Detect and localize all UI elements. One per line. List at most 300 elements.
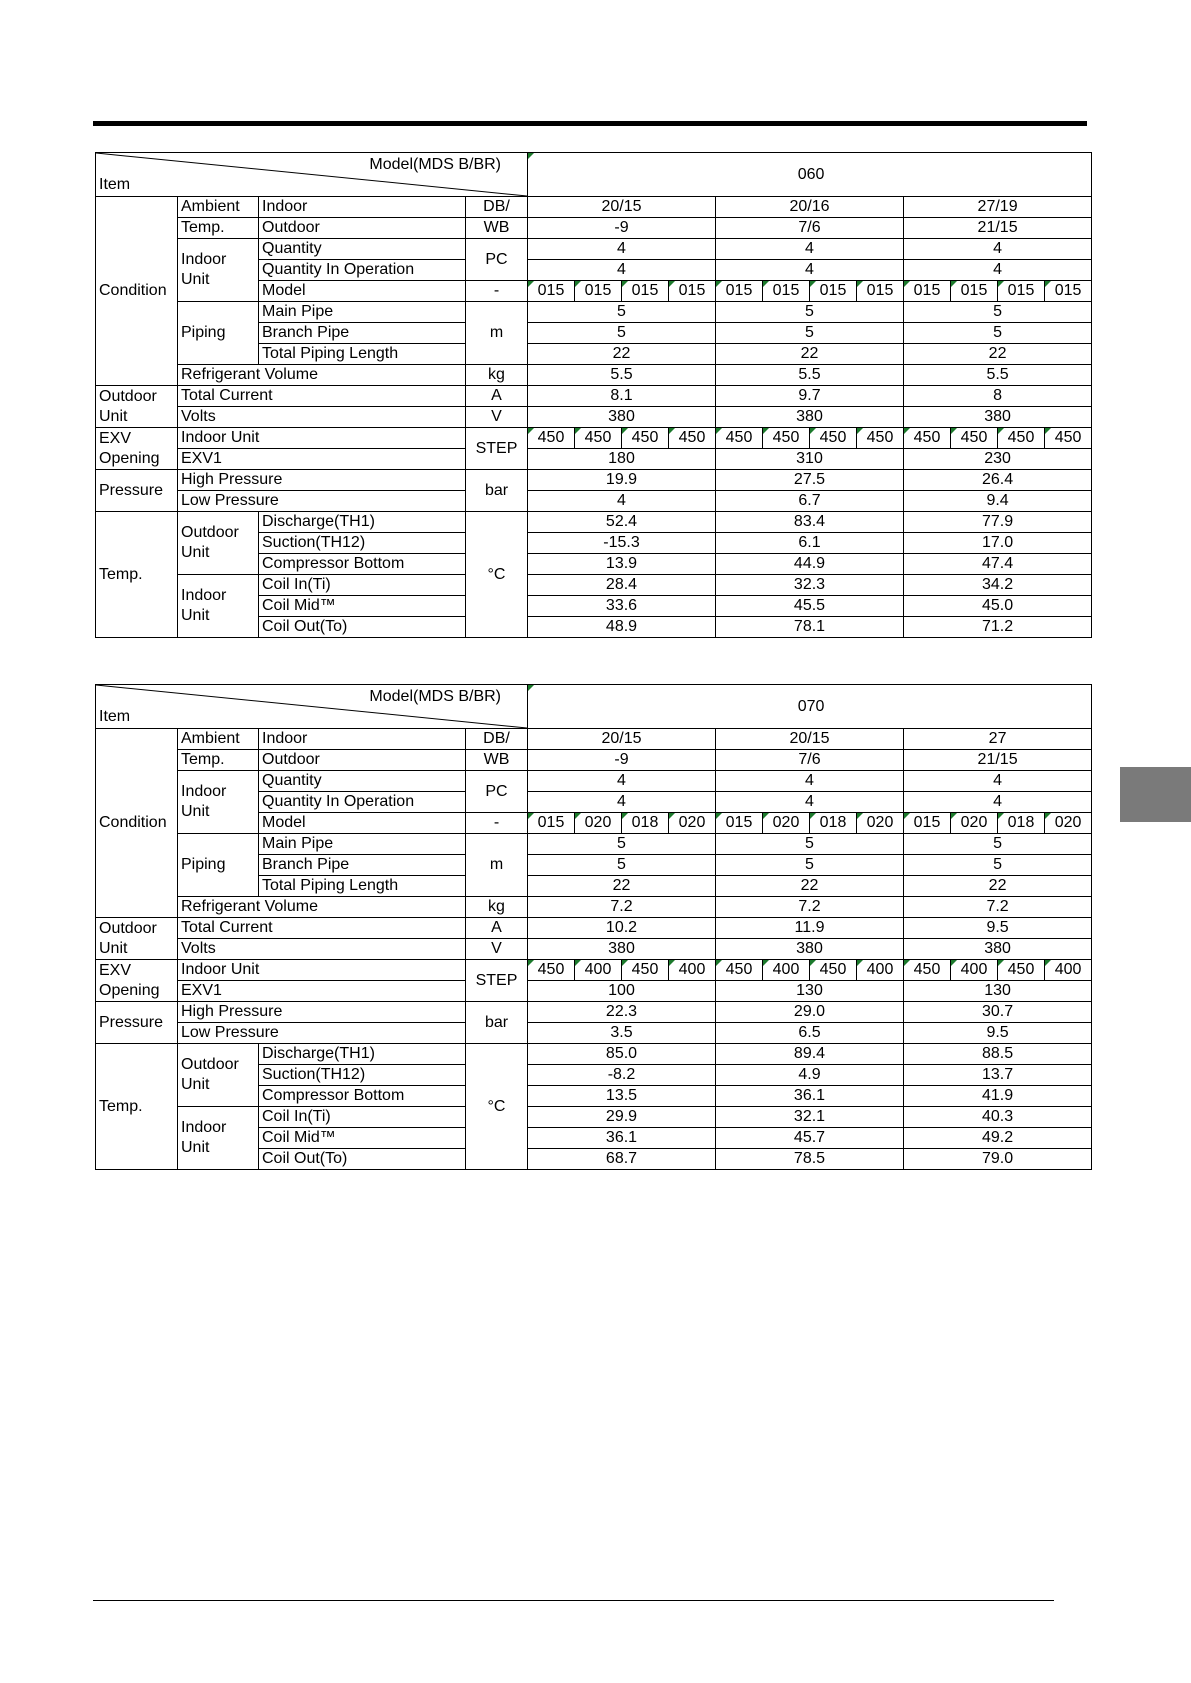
indoor-model-value: 015: [763, 281, 810, 302]
refrigerant-volume-label: Refrigerant Volume: [178, 897, 466, 918]
indoor-temp-value: 20/16: [716, 197, 904, 218]
table-row: [96, 1044, 1092, 1065]
indoor-model-value: 015: [528, 813, 575, 834]
label-line: Unit: [181, 803, 210, 820]
unit-v: V: [466, 939, 528, 960]
coil-in-value: 28.4: [528, 575, 716, 596]
suction-value: 6.1: [716, 533, 904, 554]
main-pipe-value: 5: [528, 302, 716, 323]
indoor-model-value: 015: [528, 281, 575, 302]
outdoor-unit-label: [96, 386, 178, 428]
exv-indoor-value: 450: [763, 428, 810, 449]
discharge-value: 89.4: [716, 1044, 904, 1065]
temp-indoor-unit-label: [178, 1107, 259, 1170]
header-item-cell: [96, 153, 528, 197]
indoor-model-value: 020: [763, 813, 810, 834]
pressure-label: Pressure: [96, 470, 178, 512]
exv-opening-label: [96, 960, 178, 1002]
discharge-value: 83.4: [716, 512, 904, 533]
indoor-model-value: 020: [575, 813, 622, 834]
label-line: Unit: [181, 607, 210, 624]
table-row: [96, 960, 1092, 981]
coil-mid-value: 45.0: [904, 596, 1092, 617]
volts-value: 380: [904, 407, 1092, 428]
low-pressure-value: 6.7: [716, 491, 904, 512]
branch-pipe-value: 5: [716, 855, 904, 876]
section-tab-marker: [1120, 767, 1191, 822]
table-row: [96, 407, 1092, 428]
indoor-temp-value: 20/15: [528, 729, 716, 750]
exv-indoor-value: 450: [951, 428, 998, 449]
exv-indoor-value: 450: [716, 428, 763, 449]
label-line: Unit: [99, 939, 128, 957]
suction-value: -15.3: [528, 533, 716, 554]
main-pipe-value: 5: [716, 834, 904, 855]
exv-indoor-value: 400: [575, 960, 622, 981]
indoor-model-value: 020: [951, 813, 998, 834]
coil-out-value: 79.0: [904, 1149, 1092, 1170]
model-label-row: Model: [259, 281, 466, 302]
unit-pc: PC: [466, 771, 528, 813]
temp-outdoor-unit-label: [178, 512, 259, 575]
quantity-value: 4: [904, 239, 1092, 260]
total-piping-length-label: Total Piping Length: [259, 876, 466, 897]
high-pressure-value: 19.9: [528, 470, 716, 491]
exv1-label: EXV1: [178, 449, 466, 470]
unit-m: m: [466, 302, 528, 365]
table-row: [96, 153, 1092, 197]
compressor-bottom-value: 36.1: [716, 1086, 904, 1107]
compressor-bottom-value: 13.5: [528, 1086, 716, 1107]
coil-out-label: Coil Out(To): [259, 1149, 466, 1170]
table-row: [96, 386, 1092, 407]
discharge-label: Discharge(TH1): [259, 512, 466, 533]
total-piping-value: 22: [528, 876, 716, 897]
unit-v: V: [466, 407, 528, 428]
table-row: [96, 449, 1092, 470]
label-line: Unit: [181, 1076, 210, 1093]
coil-mid-value: 33.6: [528, 596, 716, 617]
exv-indoor-unit-label: Indoor Unit: [178, 960, 466, 981]
unit-dash: -: [466, 281, 528, 302]
quantity-label: Quantity: [259, 771, 466, 792]
main-pipe-value: 5: [716, 302, 904, 323]
outdoor-temp-value: 7/6: [716, 750, 904, 771]
exv-indoor-value: 450: [716, 960, 763, 981]
ambient-label: Ambient: [178, 197, 259, 218]
temp-label: Temp.: [178, 750, 259, 771]
table-row: [96, 239, 1092, 260]
compressor-bottom-value: 41.9: [904, 1086, 1092, 1107]
table-row: [96, 491, 1092, 512]
coil-out-value: 78.5: [716, 1149, 904, 1170]
coil-mid-label: Coil Mid™: [259, 596, 466, 617]
indoor-model-value: 015: [622, 281, 669, 302]
coil-in-label: Coil In(Ti): [259, 575, 466, 596]
exv-indoor-value: 450: [998, 428, 1045, 449]
low-pressure-label: Low Pressure: [178, 1023, 466, 1044]
exv-indoor-value: 400: [763, 960, 810, 981]
main-pipe-value: 5: [904, 302, 1092, 323]
quantity-in-operation-value: 4: [716, 792, 904, 813]
total-current-value: 10.2: [528, 918, 716, 939]
exv-indoor-value: 400: [669, 960, 716, 981]
coil-in-value: 34.2: [904, 575, 1092, 596]
outdoor-temp-value: -9: [528, 750, 716, 771]
outdoor-temp-value: 21/15: [904, 218, 1092, 239]
unit-pc: PC: [466, 239, 528, 281]
total-piping-value: 22: [528, 344, 716, 365]
compressor-bottom-label: Compressor Bottom: [259, 1086, 466, 1107]
discharge-label: Discharge(TH1): [259, 1044, 466, 1065]
table-row: [96, 1002, 1092, 1023]
ambient-label: Ambient: [178, 729, 259, 750]
volts-value: 380: [528, 407, 716, 428]
outdoor-temp-value: 21/15: [904, 750, 1092, 771]
quantity-in-operation-value: 4: [716, 260, 904, 281]
indoor-unit-label: [178, 771, 259, 834]
exv-indoor-value: 450: [857, 428, 904, 449]
suction-label: Suction(TH12): [259, 533, 466, 554]
label-line: Opening: [99, 981, 160, 999]
refrigerant-value: 7.2: [716, 897, 904, 918]
low-pressure-value: 3.5: [528, 1023, 716, 1044]
high-pressure-value: 30.7: [904, 1002, 1092, 1023]
indoor-model-value: 020: [857, 813, 904, 834]
unit-a: A: [466, 918, 528, 939]
indoor-temp-value: 27/19: [904, 197, 1092, 218]
label-line: Opening: [99, 449, 160, 467]
high-pressure-label: High Pressure: [178, 1002, 466, 1023]
item-label: Item: [99, 176, 131, 193]
unit-wb: WB: [466, 750, 528, 771]
low-pressure-value: 4: [528, 491, 716, 512]
branch-pipe-label: Branch Pipe: [259, 323, 466, 344]
suction-label: Suction(TH12): [259, 1065, 466, 1086]
label-line: EXV: [99, 961, 132, 979]
suction-value: 13.7: [904, 1065, 1092, 1086]
quantity-in-operation-value: 4: [904, 260, 1092, 281]
branch-pipe-value: 5: [528, 323, 716, 344]
outdoor-label: Outdoor: [259, 750, 466, 771]
total-current-value: 8.1: [528, 386, 716, 407]
indoor-model-value: 015: [716, 281, 763, 302]
coil-in-value: 32.1: [716, 1107, 904, 1128]
label-line: Unit: [99, 407, 128, 425]
unit-db: DB/: [466, 197, 528, 218]
model-label-row: Model: [259, 813, 466, 834]
high-pressure-label: High Pressure: [178, 470, 466, 491]
main-pipe-value: 5: [528, 834, 716, 855]
table-row: [96, 685, 1092, 729]
exv1-label: EXV1: [178, 981, 466, 1002]
indoor-model-value: 015: [951, 281, 998, 302]
item-label: Item: [99, 708, 131, 725]
discharge-value: 88.5: [904, 1044, 1092, 1065]
indoor-model-value: 018: [810, 813, 857, 834]
indoor-model-value: 020: [1045, 813, 1092, 834]
total-piping-value: 22: [716, 344, 904, 365]
exv-indoor-value: 450: [528, 960, 575, 981]
exv-opening-label: [96, 428, 178, 470]
volts-value: 380: [716, 407, 904, 428]
exv1-value: 100: [528, 981, 716, 1002]
coil-out-value: 68.7: [528, 1149, 716, 1170]
outdoor-unit-label: [96, 918, 178, 960]
low-pressure-value: 9.5: [904, 1023, 1092, 1044]
branch-pipe-value: 5: [904, 855, 1092, 876]
indoor-model-value: 015: [1045, 281, 1092, 302]
exv-indoor-value: 450: [528, 428, 575, 449]
bottom-rule: [93, 1600, 1054, 1601]
exv-indoor-value: 400: [857, 960, 904, 981]
label-line: Outdoor: [99, 387, 157, 405]
discharge-value: 85.0: [528, 1044, 716, 1065]
unit-kg: kg: [466, 365, 528, 386]
volts-value: 380: [716, 939, 904, 960]
total-current-label: Total Current: [178, 386, 466, 407]
volts-value: 380: [528, 939, 716, 960]
table-row: [96, 575, 1092, 596]
model-number: 060: [528, 153, 1092, 197]
suction-value: 17.0: [904, 533, 1092, 554]
table-row: [96, 771, 1092, 792]
outdoor-label: Outdoor: [259, 218, 466, 239]
main-pipe-label: Main Pipe: [259, 834, 466, 855]
total-current-value: 8: [904, 386, 1092, 407]
quantity-in-operation-label: Quantity In Operation: [259, 260, 466, 281]
total-piping-value: 22: [904, 344, 1092, 365]
unit-dash: -: [466, 813, 528, 834]
table-row: [96, 302, 1092, 323]
coil-out-value: 71.2: [904, 617, 1092, 638]
exv-indoor-value: 450: [669, 428, 716, 449]
indoor-model-value: 015: [669, 281, 716, 302]
high-pressure-value: 22.3: [528, 1002, 716, 1023]
table-row: [96, 750, 1092, 771]
exv-indoor-value: 450: [810, 428, 857, 449]
coil-mid-label: Coil Mid™: [259, 1128, 466, 1149]
suction-value: -8.2: [528, 1065, 716, 1086]
temp-section-label: Temp.: [96, 1044, 178, 1170]
total-current-value: 11.9: [716, 918, 904, 939]
compressor-bottom-value: 44.9: [716, 554, 904, 575]
branch-pipe-value: 5: [904, 323, 1092, 344]
label-line: EXV: [99, 429, 132, 447]
discharge-value: 77.9: [904, 512, 1092, 533]
exv-indoor-value: 450: [1045, 428, 1092, 449]
label-line: Outdoor: [99, 919, 157, 937]
table-row: [96, 729, 1092, 750]
table-row: [96, 1107, 1092, 1128]
quantity-value: 4: [716, 239, 904, 260]
exv-indoor-value: 400: [1045, 960, 1092, 981]
refrigerant-volume-label: Refrigerant Volume: [178, 365, 466, 386]
table-row: [96, 512, 1092, 533]
indoor-model-value: 015: [716, 813, 763, 834]
indoor-model-value: 015: [857, 281, 904, 302]
low-pressure-value: 6.5: [716, 1023, 904, 1044]
volts-value: 380: [904, 939, 1092, 960]
coil-in-value: 40.3: [904, 1107, 1092, 1128]
exv-indoor-value: 450: [904, 428, 951, 449]
indoor-temp-value: 20/15: [716, 729, 904, 750]
indoor-model-value: 015: [904, 281, 951, 302]
coil-out-label: Coil Out(To): [259, 617, 466, 638]
indoor-label: Indoor: [259, 197, 466, 218]
refrigerant-value: 7.2: [904, 897, 1092, 918]
total-piping-value: 22: [716, 876, 904, 897]
table-row: [96, 897, 1092, 918]
total-piping-value: 22: [904, 876, 1092, 897]
coil-in-value: 32.3: [716, 575, 904, 596]
performance-table-070: [95, 684, 1092, 1170]
indoor-temp-value: 20/15: [528, 197, 716, 218]
exv1-value: 310: [716, 449, 904, 470]
exv-indoor-value: 450: [575, 428, 622, 449]
exv1-value: 180: [528, 449, 716, 470]
top-rule: [93, 121, 1087, 126]
table-row: [96, 939, 1092, 960]
label-line: Outdoor: [181, 524, 239, 541]
unit-bar: bar: [466, 1002, 528, 1044]
table-row: [96, 218, 1092, 239]
model-label: Model(MDS B/BR): [369, 688, 501, 705]
unit-db: DB/: [466, 729, 528, 750]
indoor-label: Indoor: [259, 729, 466, 750]
performance-table-060: [95, 152, 1092, 638]
indoor-model-value: 015: [575, 281, 622, 302]
branch-pipe-label: Branch Pipe: [259, 855, 466, 876]
label-line: Unit: [181, 271, 210, 288]
unit-bar: bar: [466, 470, 528, 512]
main-pipe-value: 5: [904, 834, 1092, 855]
temp-label: Temp.: [178, 218, 259, 239]
compressor-bottom-value: 47.4: [904, 554, 1092, 575]
coil-out-value: 48.9: [528, 617, 716, 638]
coil-mid-value: 45.5: [716, 596, 904, 617]
header-item-cell: [96, 685, 528, 729]
quantity-value: 4: [716, 771, 904, 792]
refrigerant-value: 5.5: [716, 365, 904, 386]
indoor-model-value: 018: [998, 813, 1045, 834]
label-line: Outdoor: [181, 1056, 239, 1073]
high-pressure-value: 27.5: [716, 470, 904, 491]
main-pipe-label: Main Pipe: [259, 302, 466, 323]
coil-in-value: 29.9: [528, 1107, 716, 1128]
high-pressure-value: 26.4: [904, 470, 1092, 491]
temp-outdoor-unit-label: [178, 1044, 259, 1107]
table-row: [96, 981, 1092, 1002]
compressor-bottom-label: Compressor Bottom: [259, 554, 466, 575]
model-label: Model(MDS B/BR): [369, 156, 501, 173]
pressure-label: Pressure: [96, 1002, 178, 1044]
refrigerant-value: 5.5: [528, 365, 716, 386]
temp-indoor-unit-label: [178, 575, 259, 638]
table-row: [96, 470, 1092, 491]
volts-label: Volts: [178, 939, 466, 960]
outdoor-temp-value: -9: [528, 218, 716, 239]
indoor-unit-label: [178, 239, 259, 302]
unit-wb: WB: [466, 218, 528, 239]
low-pressure-label: Low Pressure: [178, 491, 466, 512]
table-row: [96, 834, 1092, 855]
high-pressure-value: 29.0: [716, 1002, 904, 1023]
label-line: Indoor: [181, 251, 227, 268]
table-row: [96, 365, 1092, 386]
coil-mid-value: 49.2: [904, 1128, 1092, 1149]
quantity-label: Quantity: [259, 239, 466, 260]
label-line: Indoor: [181, 1119, 227, 1136]
total-current-value: 9.5: [904, 918, 1092, 939]
table-row: [96, 428, 1092, 449]
quantity-in-operation-value: 4: [528, 792, 716, 813]
quantity-in-operation-label: Quantity In Operation: [259, 792, 466, 813]
suction-value: 4.9: [716, 1065, 904, 1086]
compressor-bottom-value: 13.9: [528, 554, 716, 575]
exv-indoor-value: 400: [951, 960, 998, 981]
label-line: Indoor: [181, 783, 227, 800]
exv-indoor-value: 450: [810, 960, 857, 981]
quantity-value: 4: [528, 771, 716, 792]
exv-indoor-value: 450: [622, 428, 669, 449]
temp-section-label: Temp.: [96, 512, 178, 638]
unit-kg: kg: [466, 897, 528, 918]
exv-indoor-value: 450: [622, 960, 669, 981]
unit-m: m: [466, 834, 528, 897]
refrigerant-value: 5.5: [904, 365, 1092, 386]
exv-indoor-value: 450: [998, 960, 1045, 981]
model-number: 070: [528, 685, 1092, 729]
total-piping-length-label: Total Piping Length: [259, 344, 466, 365]
unit-step: STEP: [466, 960, 528, 1002]
unit-step: STEP: [466, 428, 528, 470]
indoor-model-value: 020: [669, 813, 716, 834]
outdoor-temp-value: 7/6: [716, 218, 904, 239]
piping-label: Piping: [178, 302, 259, 365]
discharge-value: 52.4: [528, 512, 716, 533]
total-current-value: 9.7: [716, 386, 904, 407]
branch-pipe-value: 5: [716, 323, 904, 344]
quantity-value: 4: [904, 771, 1092, 792]
exv1-value: 130: [716, 981, 904, 1002]
coil-mid-value: 45.7: [716, 1128, 904, 1149]
indoor-model-value: 015: [904, 813, 951, 834]
coil-mid-value: 36.1: [528, 1128, 716, 1149]
table-row: [96, 1023, 1092, 1044]
unit-celsius: °C: [466, 512, 528, 638]
condition-label: Condition: [96, 729, 178, 918]
branch-pipe-value: 5: [528, 855, 716, 876]
indoor-model-value: 015: [998, 281, 1045, 302]
indoor-model-value: 018: [622, 813, 669, 834]
piping-label: Piping: [178, 834, 259, 897]
table-row: [96, 918, 1092, 939]
label-line: Unit: [181, 1139, 210, 1156]
coil-out-value: 78.1: [716, 617, 904, 638]
table-row: [96, 197, 1092, 218]
refrigerant-value: 7.2: [528, 897, 716, 918]
indoor-temp-value: 27: [904, 729, 1092, 750]
label-line: Indoor: [181, 587, 227, 604]
label-line: Unit: [181, 544, 210, 561]
unit-a: A: [466, 386, 528, 407]
condition-label: Condition: [96, 197, 178, 386]
coil-in-label: Coil In(Ti): [259, 1107, 466, 1128]
low-pressure-value: 9.4: [904, 491, 1092, 512]
indoor-model-value: 015: [810, 281, 857, 302]
unit-celsius: °C: [466, 1044, 528, 1170]
